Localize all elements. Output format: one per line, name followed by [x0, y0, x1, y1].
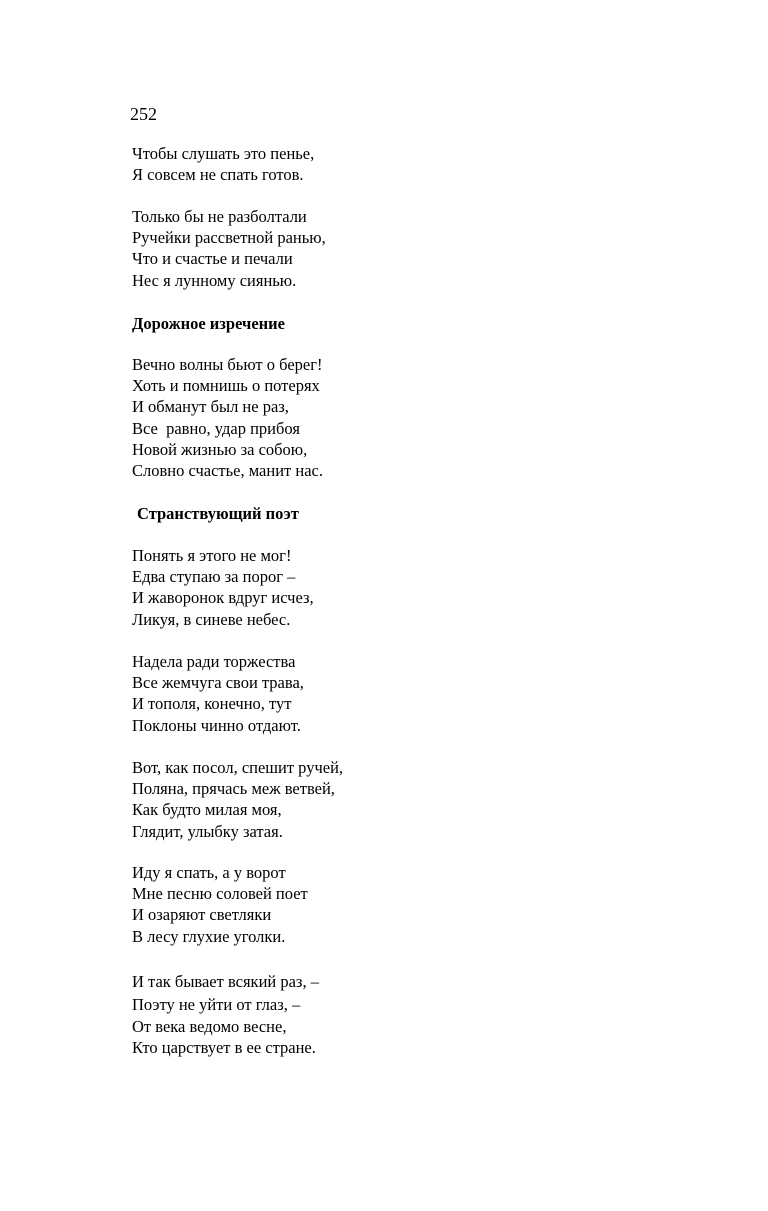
verse-line: Что и счастье и печали	[132, 249, 293, 269]
verse-line: Кто царствует в ее стране.	[132, 1038, 316, 1058]
verse-line: И тополя, конечно, тут	[132, 694, 292, 714]
stanza-6	[132, 757, 343, 842]
verse-line: Все жемчуга свои трава,	[132, 673, 304, 693]
verse-line: Мне песню соловей поет	[132, 884, 308, 904]
stanza-1	[132, 143, 314, 185]
poem-title: Странствующий поэт	[137, 504, 299, 523]
page-number: 252	[130, 104, 157, 124]
verse-line: Новой жизнью за собою,	[132, 439, 308, 459]
verse-line: Ручейки рассветной ранью,	[132, 228, 326, 248]
verse-line: Поэту не уйти от глаз, –	[132, 995, 301, 1014]
stanza-3	[132, 354, 323, 481]
verse-line: Поклоны чинно отдают.	[132, 715, 301, 735]
verse-line: Как будто милая моя,	[132, 800, 282, 820]
verse-line: И обманут был не раз,	[132, 397, 289, 417]
verse-line: И озаряют светляки	[132, 905, 272, 925]
verse-line: Глядит, улыбку затая.	[132, 821, 283, 841]
verse-line: Хоть и помнишь о потерях	[132, 376, 320, 396]
verse-line: Чтобы слушать это пенье,	[132, 144, 315, 163]
stanza-5	[132, 651, 304, 736]
stanza-7	[132, 862, 308, 947]
verse-line: Только бы не разболтали	[132, 207, 307, 226]
verse-line: И так бывает всякий раз, –	[132, 972, 319, 991]
verse-line: Вечно волны бьют о берег!	[132, 355, 323, 374]
verse-line: Все равно, удар прибоя	[132, 418, 300, 438]
verse-line: Словно счастье, манит нас.	[132, 461, 323, 481]
verse-line: От века ведомо весне,	[132, 1017, 287, 1036]
stanza-4	[132, 545, 314, 630]
verse-line: Нес я лунному сиянью.	[132, 270, 297, 290]
stanza-8	[132, 970, 319, 1058]
verse-line: Ликуя, в синеве небес.	[132, 609, 291, 629]
poem-title: Дорожное изречение	[132, 314, 285, 333]
verse-line: И жаворонок вдруг исчез,	[132, 588, 314, 608]
verse-line: Иду я спать, а у ворот	[132, 863, 286, 882]
verse-line: Поляна, прячась меж ветвей,	[132, 779, 335, 799]
verse-line: Надела ради торжества	[132, 652, 296, 671]
verse-line: В лесу глухие уголки.	[132, 926, 286, 946]
verse-line: Едва ступаю за порог –	[132, 567, 296, 587]
verse-line: Вот, как посол, спешит ручей,	[132, 758, 344, 777]
verse-line: Понять я этого не мог!	[132, 546, 292, 565]
stanza-2	[132, 206, 326, 291]
verse-line: Я совсем не спать готов.	[132, 165, 304, 185]
